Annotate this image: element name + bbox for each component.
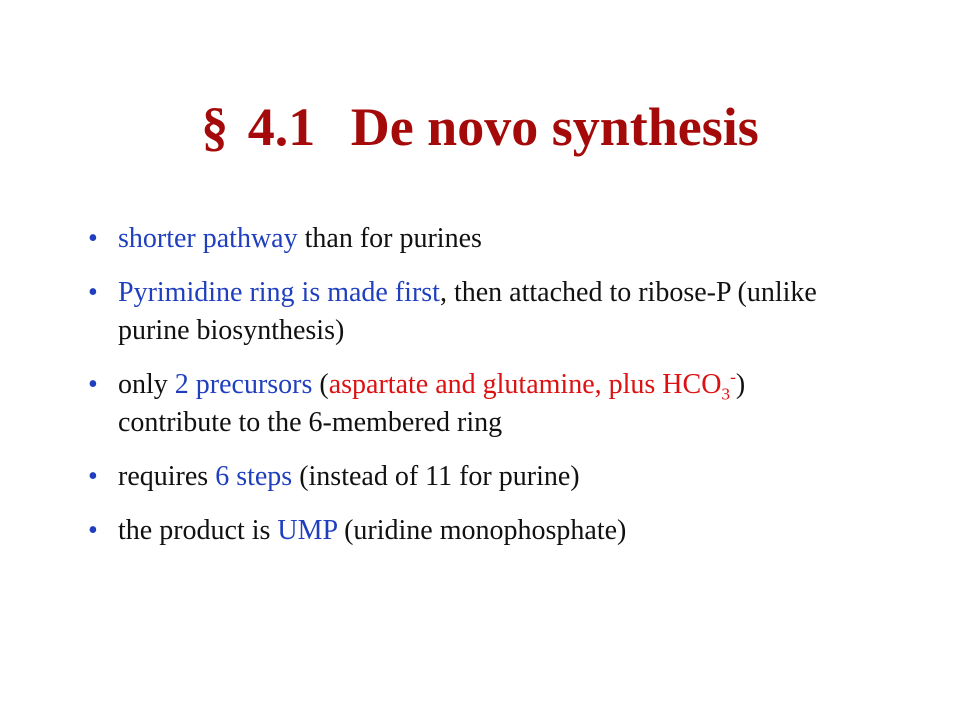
bullet-text: the product is — [118, 515, 278, 546]
subscript-3: 3 — [721, 384, 731, 404]
bullet-text: only — [118, 369, 175, 400]
bullet-item-1 — [88, 220, 848, 258]
bullet-text: , then attached to ribose-P (unlike purine biosynthesis) — [118, 277, 817, 346]
bullet-item-5 — [88, 512, 848, 550]
bullet-item-3 — [88, 366, 848, 442]
superscript-minus: - — [730, 367, 736, 387]
bullet-highlight: 2 precursors — [174, 369, 313, 400]
bullet-item-2 — [88, 274, 848, 350]
bullet-icon: • — [88, 277, 98, 308]
bullet-highlight-red: aspartate and glutamine, plus HCO — [328, 369, 722, 400]
bullet-icon: • — [88, 369, 98, 400]
bullet-icon: • — [88, 461, 98, 492]
bullet-text: requires — [118, 461, 216, 492]
title-text: De novo synthesis — [350, 97, 759, 157]
bullet-item-4 — [88, 458, 848, 496]
bullet-highlight: Pyrimidine ring is made first — [118, 277, 440, 308]
slide-title — [0, 92, 960, 162]
bullet-icon: • — [88, 515, 98, 546]
bullet-icon: • — [88, 223, 98, 254]
bullet-text: (uridine monophosphate) — [337, 515, 627, 546]
bullet-text: ( — [312, 369, 329, 400]
bullet-highlight: shorter pathway — [118, 223, 298, 254]
bullet-text: ) contribute to the 6-membered ring — [118, 369, 746, 438]
bullet-text: than for purines — [297, 223, 482, 254]
section-symbol: § — [201, 97, 229, 157]
bullet-list — [88, 220, 848, 566]
section-number: 4.1 — [247, 97, 316, 157]
bullet-highlight: 6 steps — [215, 461, 293, 492]
bullet-highlight: UMP — [277, 515, 338, 546]
bullet-text: (instead of 11 for purine) — [292, 461, 580, 492]
